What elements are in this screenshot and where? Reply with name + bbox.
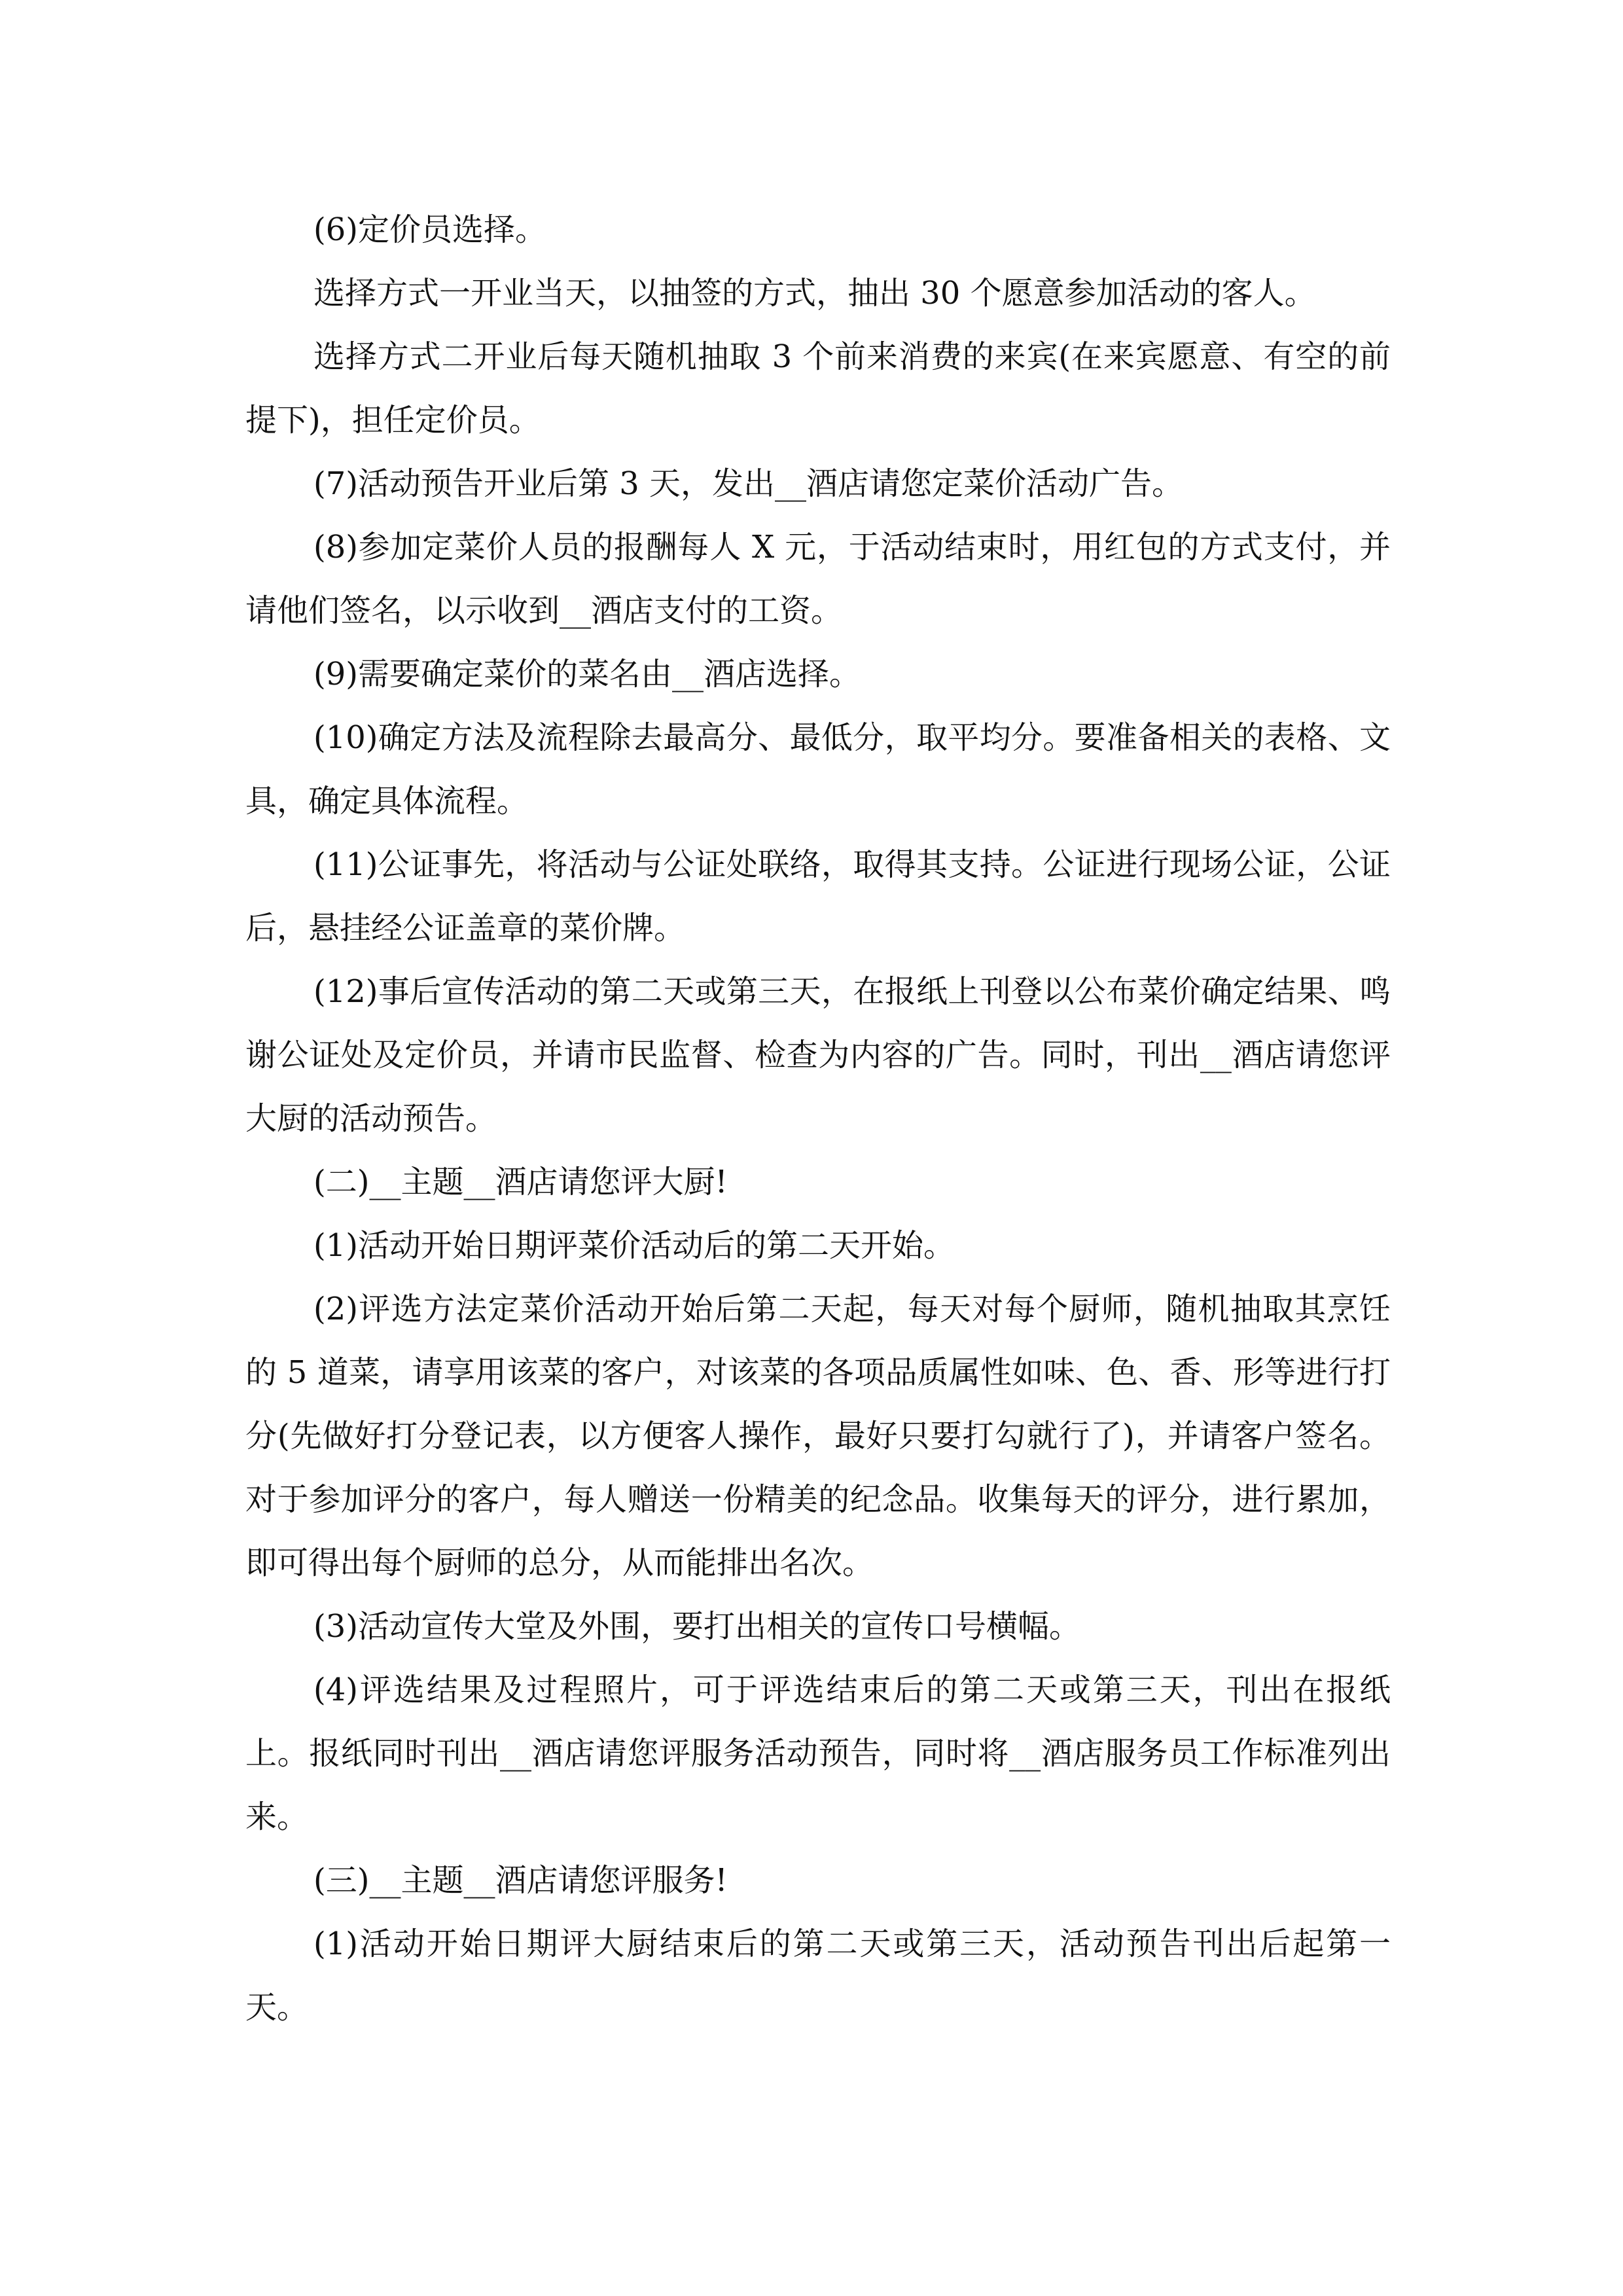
section-heading-service: (三)__主题__酒店请您评服务!: [313, 1862, 728, 1899]
paragraph-selection-method-2: 选择方式二开业后每天随机抽取 3 个前来消费的来宾(在来宾愿意、有空的前提下)，担任定价员。: [245, 338, 1391, 439]
paragraph-chef-evaluation-method: (2)评选方法定菜价活动开始后第二天起，每天对每个厨师，随机抽取其烹饪的 5 道菜，请享用该菜的客户，对该菜的各项品质属性如味、色、香、形等进行打分(先做好打分登记表，以方便客人操作，最好只要打勾就行了)，并请客户签名。对于参加评分的客户，每人赠送一份精美的纪念品。收集每天的评分，进行累加，即可得出每个厨师的总分，从而能排出名次。: [245, 1291, 1391, 1581]
section-heading-chef: (二)__主题__酒店请您评大厨!: [313, 1164, 728, 1200]
paragraph-service-start-date: (1)活动开始日期评大厨结束后的第二天或第三天，活动预告刊出后起第一天。: [245, 1926, 1391, 2026]
paragraph-method-process: (10)确定方法及流程除去最高分、最低分，取平均分。要准备相关的表格、文具，确定具体流程。: [245, 719, 1391, 819]
paragraph-activity-preview: (7)活动预告开业后第 3 天，发出__酒店请您定菜价活动广告。: [313, 465, 1184, 502]
paragraph-post-publicity: (12)事后宣传活动的第二天或第三天，在报纸上刊登以公布菜价确定结果、鸣谢公证处及定价员，并请市民监督、检查为内容的广告。同时，刊出__酒店请您评大厨的活动预告。: [245, 973, 1391, 1137]
paragraph-chef-results: (4)评选结果及过程照片，可于评选结束后的第二天或第三天，刊出在报纸上。报纸同时刊出__酒店请您评服务活动预告，同时将__酒店服务员工作标准列出来。: [245, 1672, 1391, 1835]
paragraph-chef-start-date: (1)活动开始日期评菜价活动后的第二天开始。: [313, 1227, 955, 1264]
paragraph-chef-publicity: (3)活动宣传大堂及外围，要打出相关的宣传口号横幅。: [313, 1608, 1080, 1645]
paragraph-dish-selection: (9)需要确定菜价的菜名由__酒店选择。: [313, 656, 861, 692]
paragraph-pricer-selection: (6)定价员选择。: [313, 211, 546, 248]
document-body: [245, 198, 1391, 2039]
paragraph-selection-method-1: 选择方式一开业当天，以抽签的方式，抽出 30 个愿意参加活动的客人。: [313, 275, 1316, 312]
paragraph-remuneration: (8)参加定菜价人员的报酬每人 X 元，于活动结束时，用红包的方式支付，并请他们签名，以示收到__酒店支付的工资。: [245, 529, 1391, 629]
paragraph-notarization: (11)公证事先，将活动与公证处联络，取得其支持。公证进行现场公证，公证后，悬挂经公证盖章的菜价牌。: [245, 846, 1391, 946]
